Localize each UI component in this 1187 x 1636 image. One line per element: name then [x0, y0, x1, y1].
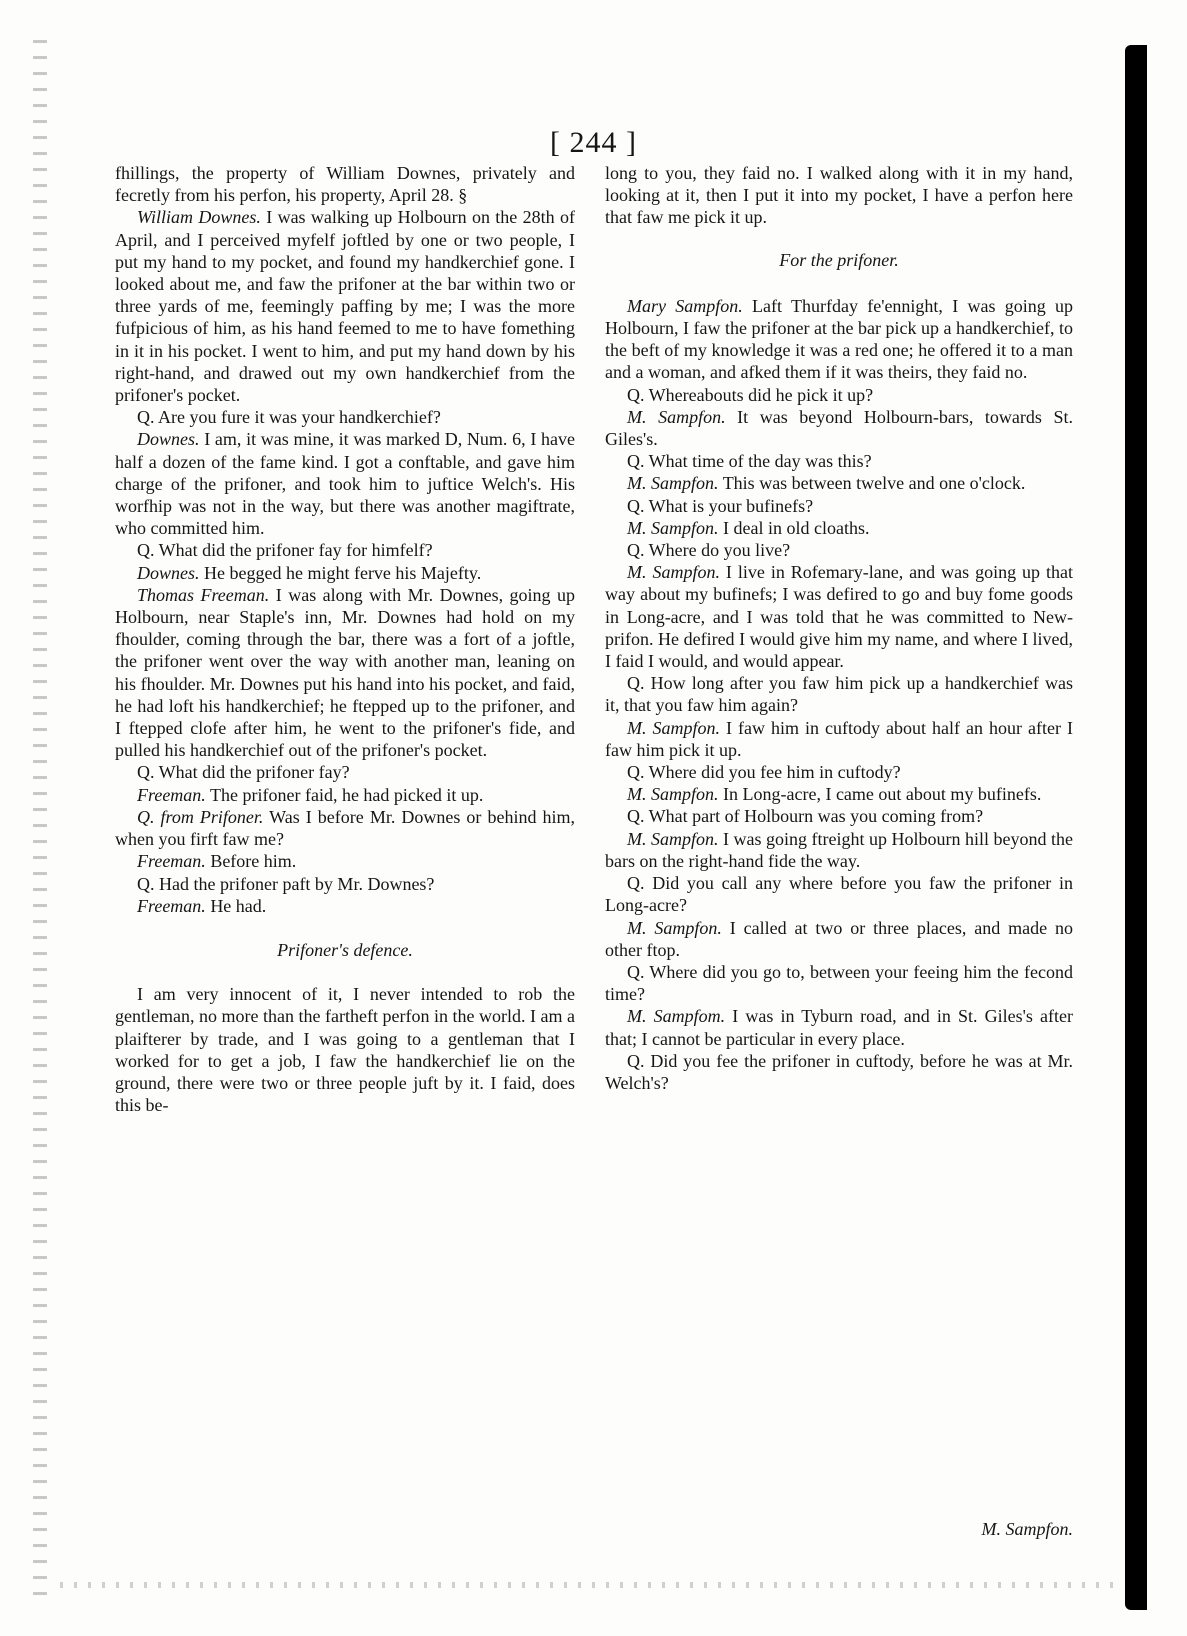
paragraph-text: I called at two or three places, and made no other ftop.: [605, 917, 1073, 960]
paragraph-text: Q. Whereabouts did he pick it up?: [627, 384, 874, 405]
speaker-name: M. Sampfon.: [627, 517, 719, 538]
testimony-paragraph: [605, 517, 1073, 539]
paragraph-text: Q. What did the prifoner fay for himfelf?: [137, 540, 433, 561]
paragraph-text: It was beyond Holbourn-bars, towards St. Giles's.: [605, 406, 1073, 450]
paragraph-text: Q. Did you call any where before you faw the prifoner in Long-acre?: [605, 873, 1073, 916]
paragraph-text: Q. Did you fee the prifoner in cuftody, before he was at Mr. Welch's?: [605, 1050, 1073, 1093]
speaker-name: M. Sampfon.: [627, 917, 722, 938]
testimony-paragraph: [605, 295, 1073, 384]
scan-binding-shadow: [33, 40, 47, 1600]
paragraph-text: Q. Are you fure it was your handkerchief?: [137, 407, 441, 428]
speaker-name: M. Sampfon.: [627, 406, 726, 427]
catchword: M. Sampfon.: [981, 1518, 1073, 1539]
paragraph-text: I faw him in cuftody about half an hour after I faw him pick it up.: [605, 717, 1074, 760]
continued-paragraph: [115, 162, 575, 206]
testimony-paragraph: [605, 384, 1073, 406]
testimony-paragraph: [605, 917, 1073, 961]
testimony-paragraph: [115, 406, 575, 428]
paragraph-text: Q. How long after you faw him pick up a handkerchief was it, that you faw him again?: [605, 673, 1073, 716]
paragraph-text: He had.: [210, 895, 267, 916]
paragraph-text: Q. What did the prifoner fay?: [137, 762, 350, 783]
testimony-paragraph: [115, 850, 575, 872]
paragraph-text: The prifoner faid, he had picked it up.: [210, 784, 484, 805]
testimony-paragraph: [605, 961, 1073, 1005]
paragraph-text: I am very innocent of it, I never intended to rob the gentleman, no more than the fartheft perfon in the world. I am a plaifterer by trade, and I was going to a gentleman that I worked for to get a job, I faw the handkerchief lie on the ground, there were two or three people juft by it. I faid, does this be-: [115, 984, 575, 1116]
section-heading: Prifoner's defence.: [277, 939, 413, 960]
paragraph-text: I live in Rofemary-lane, and was going up that way about my bufinefs; I was defired to go and buy fome goods in Long-acre, and I was told that he was committed to New-prifon. He defired I would give him my name, and where I lived, I faid I would, and would appear.: [605, 562, 1073, 672]
paragraph-text: fhillings, the property of William Downes, privately and fecretly from his perfon, his property, April 28. §: [115, 163, 575, 206]
speaker-name: M. Sampfon.: [627, 828, 719, 849]
testimony-paragraph: [605, 828, 1073, 872]
testimony-paragraph: [605, 783, 1073, 805]
paragraph-text: This was between twelve and one o'clock.: [722, 473, 1026, 494]
scan-bottom-noise: [60, 1582, 1120, 1588]
testimony-paragraph: [605, 717, 1073, 761]
testimony-paragraph: [605, 495, 1073, 517]
paragraph-text: Q. What part of Holbourn was you coming from?: [627, 806, 984, 827]
speaker-name: M. Sampfom.: [627, 1006, 726, 1027]
speaker-name: Freeman.: [137, 895, 206, 916]
testimony-paragraph: [605, 1005, 1073, 1049]
paragraph-text: Laft Thurfday fe'ennight, I was going up Holbourn, I faw the prifoner at the bar pick up a handkerchief, to the beft of my knowledge it was a red one; he offered it to a man and a woman, and afked them if it was theirs, they faid no.: [605, 295, 1073, 383]
testimony-paragraph: [115, 539, 575, 561]
testimony-paragraph: [115, 873, 575, 895]
testimony-paragraph: [605, 472, 1073, 494]
paragraph-text: Q. Where did you go to, between your feeing him the fecond time?: [605, 961, 1073, 1005]
speaker-name: M. Sampfon.: [627, 784, 719, 805]
paragraph-text: Q. Where do you live?: [627, 540, 791, 561]
speaker-name: Mary Sampfon.: [627, 295, 743, 316]
testimony-paragraph: [605, 1050, 1073, 1094]
paragraph-text: I was in Tyburn road, and in St. Giles's after that; I cannot be particular in every place.: [605, 1006, 1074, 1049]
speaker-name: Freeman.: [137, 784, 206, 805]
testimony-paragraph: [605, 561, 1073, 672]
speaker-name: Freeman.: [137, 851, 206, 872]
testimony-paragraph: [605, 672, 1073, 716]
testimony-paragraph: [605, 450, 1073, 472]
testimony-paragraph: [605, 761, 1073, 783]
testimony-paragraph: [115, 983, 575, 1116]
speaker-name: Thomas Freeman.: [137, 584, 270, 605]
speaker-name: Downes.: [137, 562, 200, 583]
right-column: [605, 162, 1073, 1094]
scan-edge-border: [1125, 45, 1147, 1610]
speaker-name: M. Sampfon.: [627, 473, 719, 494]
paragraph-text: Before him.: [210, 851, 297, 872]
left-column: [115, 162, 575, 1116]
testimony-paragraph: [115, 806, 575, 850]
speaker-name: M. Sampfon.: [627, 562, 720, 583]
paragraph-text: Q. What time of the day was this?: [627, 451, 872, 472]
continued-paragraph: [605, 162, 1073, 229]
testimony-paragraph: [115, 206, 575, 406]
page-number: [ 244 ]: [550, 126, 637, 159]
section-heading: For the prifoner.: [779, 249, 899, 270]
paragraph-text: I am, it was mine, it was marked D, Num. 6, I have half a dozen of the fame kind. I got a conftable, and gave him charge of the prifoner, and took him to juftice Welch's. His worfhip was not in the way, but there was another magiftrate, who committed him.: [115, 429, 575, 539]
testimony-paragraph: [115, 784, 575, 806]
testimony-paragraph: [605, 539, 1073, 561]
paragraph-text: Q. What is your bufinefs?: [627, 495, 814, 516]
paragraph-text: I deal in old cloaths.: [723, 517, 870, 538]
testimony-paragraph: [605, 406, 1073, 450]
testimony-paragraph: [115, 562, 575, 584]
testimony-paragraph: [605, 872, 1073, 916]
speaker-name: Downes.: [137, 429, 200, 450]
testimony-paragraph: [605, 805, 1073, 827]
testimony-paragraph: [115, 428, 575, 539]
paragraph-text: Q. Where did you fee him in cuftody?: [627, 762, 901, 783]
speaker-name: Q. from Prifoner.: [137, 806, 264, 827]
paragraph-text: Was I before Mr. Downes or behind him, when you firft faw me?: [115, 806, 575, 850]
paragraph-text: He begged he might ferve his Majefty.: [204, 562, 482, 583]
paragraph-text: long to you, they faid no. I walked along with it in my hand, looking at it, then I put it into my pocket, I have a perfon here that faw me pick it up.: [605, 163, 1073, 228]
paragraph-text: I was walking up Holbourn on the 28th of April, and I perceived myfelf joftled by one or two people, I put my hand to my pocket, and found my handkerchief gone. I looked about me, and faw the prifoner at the bar within two or three yards of me, feemingly paffing by me; I was the more fufpicious of him, as his hand feemed to me to have fomething in it in his pocket. I went to him, and put my hand down by his right-hand, and drawed out my own handkerchief from the prifoner's pocket.: [115, 207, 575, 406]
paragraph-text: I was going ftreight up Holbourn hill beyond the bars on the right-hand fide the way.: [605, 828, 1073, 871]
testimony-paragraph: [115, 584, 575, 762]
speaker-name: M. Sampfon.: [627, 717, 721, 738]
speaker-name: William Downes.: [137, 207, 261, 228]
paragraph-text: Q. Had the prifoner paft by Mr. Downes?: [137, 873, 435, 894]
catchword-wrap: [605, 1518, 1073, 1540]
paragraph-text: I was along with Mr. Downes, going up Holbourn, near Staple's inn, Mr. Downes had hold on my fhoulder, coming through the bar, there was a fort of a joftle, the prifoner went over the way with another man, leaning on his fhoulder. Mr. Downes put his hand into his pocket, and faid, he had loft his handkerchief; he ftepped up to the prifoner, and I ftepped clofe after him, he went to the prifoner's fide, and pulled his handkerchief out of the prifoner's pocket.: [115, 584, 576, 761]
testimony-paragraph: [115, 895, 575, 917]
paragraph-text: In Long-acre, I came out about my bufinefs.: [723, 784, 1042, 805]
testimony-paragraph: [115, 761, 575, 783]
